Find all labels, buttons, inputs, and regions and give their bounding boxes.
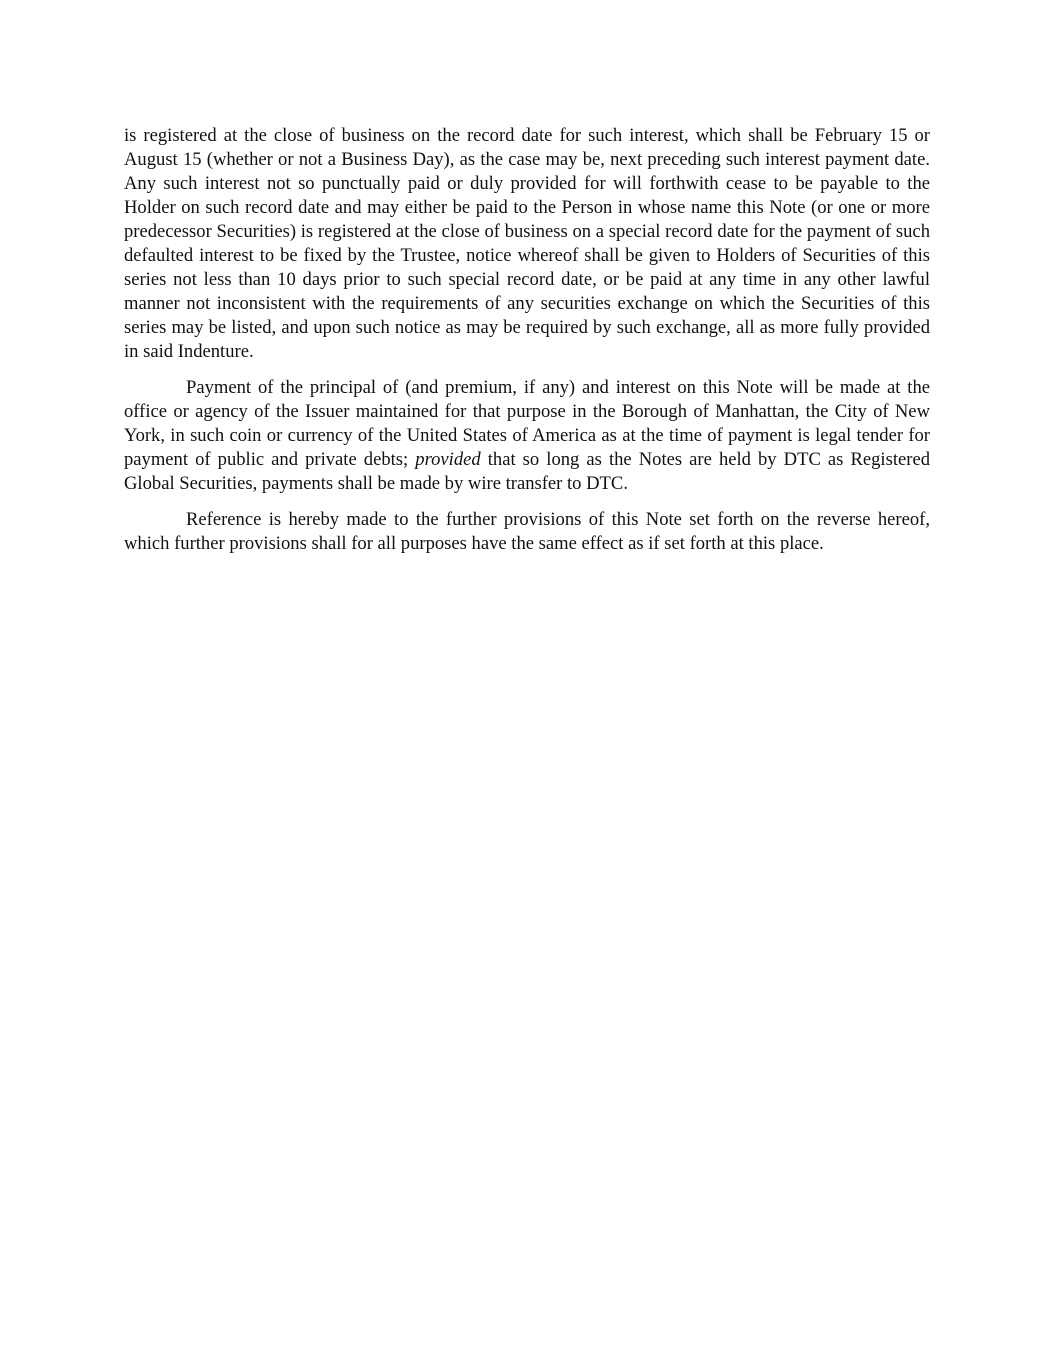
- document-body: [124, 124, 930, 568]
- paragraph-record-date-interest: is registered at the close of business on the record date for such interest, which shall be February 15 or August 15 (whether or not a Business Day), as the case may be, next preceding such interest payment date. Any such interest not so punctually paid or duly provided for will forthwith cease to be payable to the Holder on such record date and may either be paid to the Person in whose name this Note (or one or more predecessor Securities) is registered at the close of business on a special record date for the payment of such defaulted interest to be fixed by the Trustee, notice whereof shall be given to Holders of Securities of this series not less than 10 days prior to such special record date, or be paid at any time in any other lawful manner not inconsistent with the requirements of any securities exchange on which the Securities of this series may be listed, and upon such notice as may be required by such exchange, all as more fully provided in said Indenture.: [124, 125, 930, 362]
- provided-italic-term: provided: [415, 449, 481, 470]
- paragraph-payment-text-after: that so long as the Notes are held by DTC as Registered Global Securities, payments shall be made by wire transfer to DTC.: [124, 449, 930, 494]
- paragraph-reference-reverse: Reference is hereby made to the further provisions of this Note set forth on the reverse hereof, which further provisions shall for all purposes have the same effect as if set forth at this place.: [124, 509, 930, 554]
- paragraph-payment-of-principal: [124, 376, 930, 496]
- paragraph-payment-text-before: Payment of the principal of (and premium, if any) and interest on this Note will be made at the office or agency of the Issuer maintained for that purpose in the Borough of Manhattan, the City of New York, in such coin or currency of the United States of America as at the time of payment is legal tender for payment of public and private debts;: [124, 377, 930, 470]
